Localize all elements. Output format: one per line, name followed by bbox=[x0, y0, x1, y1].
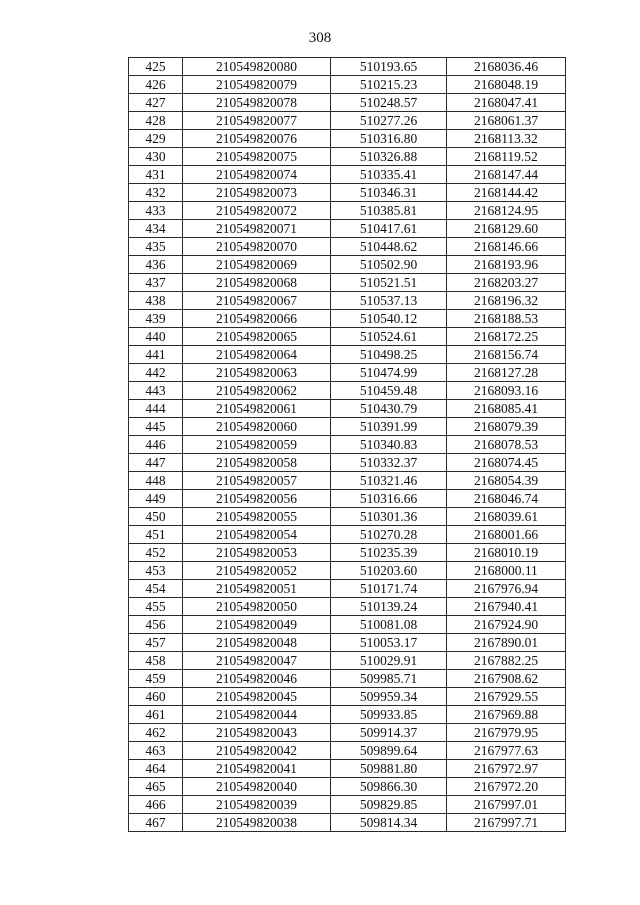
x-coordinate-cell: 509829.85 bbox=[331, 796, 447, 814]
x-coordinate-cell: 510301.36 bbox=[331, 508, 447, 526]
x-coordinate-cell: 510430.79 bbox=[331, 400, 447, 418]
y-coordinate-cell: 2168046.74 bbox=[447, 490, 566, 508]
y-coordinate-cell: 2167997.71 bbox=[447, 814, 566, 832]
x-coordinate-cell: 510321.46 bbox=[331, 472, 447, 490]
point-id-cell: 210549820064 bbox=[183, 346, 331, 364]
x-coordinate-cell: 510203.60 bbox=[331, 562, 447, 580]
table-row bbox=[129, 310, 566, 328]
point-id-cell: 210549820040 bbox=[183, 778, 331, 796]
y-coordinate-cell: 2168156.74 bbox=[447, 346, 566, 364]
point-number-cell: 437 bbox=[129, 274, 183, 292]
point-number-cell: 451 bbox=[129, 526, 183, 544]
point-number-cell: 458 bbox=[129, 652, 183, 670]
point-id-cell: 210549820050 bbox=[183, 598, 331, 616]
x-coordinate-cell: 510346.31 bbox=[331, 184, 447, 202]
point-number-cell: 438 bbox=[129, 292, 183, 310]
y-coordinate-cell: 2168047.41 bbox=[447, 94, 566, 112]
x-coordinate-cell: 510053.17 bbox=[331, 634, 447, 652]
x-coordinate-cell: 510448.62 bbox=[331, 238, 447, 256]
table-row bbox=[129, 580, 566, 598]
point-number-cell: 450 bbox=[129, 508, 183, 526]
point-id-cell: 210549820048 bbox=[183, 634, 331, 652]
point-number-cell: 465 bbox=[129, 778, 183, 796]
x-coordinate-cell: 510277.26 bbox=[331, 112, 447, 130]
point-number-cell: 432 bbox=[129, 184, 183, 202]
y-coordinate-cell: 2168193.96 bbox=[447, 256, 566, 274]
table-row bbox=[129, 490, 566, 508]
x-coordinate-cell: 510335.41 bbox=[331, 166, 447, 184]
y-coordinate-cell: 2168196.32 bbox=[447, 292, 566, 310]
y-coordinate-cell: 2168146.66 bbox=[447, 238, 566, 256]
point-number-cell: 454 bbox=[129, 580, 183, 598]
point-number-cell: 445 bbox=[129, 418, 183, 436]
y-coordinate-cell: 2168127.28 bbox=[447, 364, 566, 382]
table-row bbox=[129, 688, 566, 706]
x-coordinate-cell: 510459.48 bbox=[331, 382, 447, 400]
y-coordinate-cell: 2168129.60 bbox=[447, 220, 566, 238]
point-id-cell: 210549820049 bbox=[183, 616, 331, 634]
coordinates-table bbox=[128, 57, 566, 832]
table-row bbox=[129, 436, 566, 454]
table-row bbox=[129, 760, 566, 778]
point-id-cell: 210549820061 bbox=[183, 400, 331, 418]
x-coordinate-cell: 510540.12 bbox=[331, 310, 447, 328]
y-coordinate-cell: 2167929.55 bbox=[447, 688, 566, 706]
point-number-cell: 434 bbox=[129, 220, 183, 238]
point-id-cell: 210549820079 bbox=[183, 76, 331, 94]
y-coordinate-cell: 2167908.62 bbox=[447, 670, 566, 688]
x-coordinate-cell: 509985.71 bbox=[331, 670, 447, 688]
y-coordinate-cell: 2168124.95 bbox=[447, 202, 566, 220]
point-number-cell: 439 bbox=[129, 310, 183, 328]
x-coordinate-cell: 510498.25 bbox=[331, 346, 447, 364]
point-number-cell: 428 bbox=[129, 112, 183, 130]
point-id-cell: 210549820039 bbox=[183, 796, 331, 814]
table-row bbox=[129, 328, 566, 346]
y-coordinate-cell: 2168036.46 bbox=[447, 58, 566, 76]
x-coordinate-cell: 510474.99 bbox=[331, 364, 447, 382]
table-row bbox=[129, 544, 566, 562]
y-coordinate-cell: 2168188.53 bbox=[447, 310, 566, 328]
table-row bbox=[129, 130, 566, 148]
y-coordinate-cell: 2167972.20 bbox=[447, 778, 566, 796]
point-number-cell: 425 bbox=[129, 58, 183, 76]
x-coordinate-cell: 509899.64 bbox=[331, 742, 447, 760]
table-row bbox=[129, 184, 566, 202]
y-coordinate-cell: 2167924.90 bbox=[447, 616, 566, 634]
point-number-cell: 431 bbox=[129, 166, 183, 184]
table-row bbox=[129, 778, 566, 796]
point-number-cell: 460 bbox=[129, 688, 183, 706]
point-id-cell: 210549820078 bbox=[183, 94, 331, 112]
point-number-cell: 426 bbox=[129, 76, 183, 94]
point-number-cell: 462 bbox=[129, 724, 183, 742]
point-id-cell: 210549820077 bbox=[183, 112, 331, 130]
point-number-cell: 457 bbox=[129, 634, 183, 652]
point-id-cell: 210549820046 bbox=[183, 670, 331, 688]
point-id-cell: 210549820056 bbox=[183, 490, 331, 508]
point-number-cell: 442 bbox=[129, 364, 183, 382]
point-id-cell: 210549820070 bbox=[183, 238, 331, 256]
y-coordinate-cell: 2168144.42 bbox=[447, 184, 566, 202]
point-number-cell: 449 bbox=[129, 490, 183, 508]
point-number-cell: 433 bbox=[129, 202, 183, 220]
y-coordinate-cell: 2168203.27 bbox=[447, 274, 566, 292]
point-id-cell: 210549820066 bbox=[183, 310, 331, 328]
coordinates-table-body bbox=[129, 58, 566, 832]
x-coordinate-cell: 510215.23 bbox=[331, 76, 447, 94]
point-id-cell: 210549820076 bbox=[183, 130, 331, 148]
point-id-cell: 210549820071 bbox=[183, 220, 331, 238]
y-coordinate-cell: 2167969.88 bbox=[447, 706, 566, 724]
x-coordinate-cell: 510385.81 bbox=[331, 202, 447, 220]
point-id-cell: 210549820043 bbox=[183, 724, 331, 742]
table-row bbox=[129, 256, 566, 274]
point-id-cell: 210549820062 bbox=[183, 382, 331, 400]
point-number-cell: 429 bbox=[129, 130, 183, 148]
x-coordinate-cell: 510502.90 bbox=[331, 256, 447, 274]
y-coordinate-cell: 2168113.32 bbox=[447, 130, 566, 148]
y-coordinate-cell: 2168093.16 bbox=[447, 382, 566, 400]
table-row bbox=[129, 400, 566, 418]
table-row bbox=[129, 220, 566, 238]
point-number-cell: 455 bbox=[129, 598, 183, 616]
point-number-cell: 464 bbox=[129, 760, 183, 778]
table-row bbox=[129, 472, 566, 490]
point-id-cell: 210549820072 bbox=[183, 202, 331, 220]
x-coordinate-cell: 510316.66 bbox=[331, 490, 447, 508]
point-number-cell: 452 bbox=[129, 544, 183, 562]
table-row bbox=[129, 454, 566, 472]
point-number-cell: 463 bbox=[129, 742, 183, 760]
point-id-cell: 210549820047 bbox=[183, 652, 331, 670]
x-coordinate-cell: 510193.65 bbox=[331, 58, 447, 76]
point-id-cell: 210549820068 bbox=[183, 274, 331, 292]
x-coordinate-cell: 510521.51 bbox=[331, 274, 447, 292]
x-coordinate-cell: 510029.91 bbox=[331, 652, 447, 670]
x-coordinate-cell: 510326.88 bbox=[331, 148, 447, 166]
point-number-cell: 461 bbox=[129, 706, 183, 724]
table-row bbox=[129, 598, 566, 616]
table-row bbox=[129, 274, 566, 292]
point-number-cell: 427 bbox=[129, 94, 183, 112]
y-coordinate-cell: 2168085.41 bbox=[447, 400, 566, 418]
point-number-cell: 459 bbox=[129, 670, 183, 688]
table-row bbox=[129, 382, 566, 400]
point-id-cell: 210549820044 bbox=[183, 706, 331, 724]
point-id-cell: 210549820057 bbox=[183, 472, 331, 490]
table-row bbox=[129, 526, 566, 544]
x-coordinate-cell: 510316.80 bbox=[331, 130, 447, 148]
table-row bbox=[129, 796, 566, 814]
table-row bbox=[129, 166, 566, 184]
y-coordinate-cell: 2168054.39 bbox=[447, 472, 566, 490]
point-id-cell: 210549820073 bbox=[183, 184, 331, 202]
table-row bbox=[129, 634, 566, 652]
y-coordinate-cell: 2167882.25 bbox=[447, 652, 566, 670]
point-number-cell: 447 bbox=[129, 454, 183, 472]
x-coordinate-cell: 510248.57 bbox=[331, 94, 447, 112]
table-row bbox=[129, 76, 566, 94]
point-number-cell: 430 bbox=[129, 148, 183, 166]
point-id-cell: 210549820067 bbox=[183, 292, 331, 310]
table-row bbox=[129, 112, 566, 130]
x-coordinate-cell: 510139.24 bbox=[331, 598, 447, 616]
point-number-cell: 448 bbox=[129, 472, 183, 490]
point-id-cell: 210549820069 bbox=[183, 256, 331, 274]
point-id-cell: 210549820042 bbox=[183, 742, 331, 760]
point-id-cell: 210549820060 bbox=[183, 418, 331, 436]
y-coordinate-cell: 2168074.45 bbox=[447, 454, 566, 472]
table-row bbox=[129, 346, 566, 364]
y-coordinate-cell: 2167940.41 bbox=[447, 598, 566, 616]
point-id-cell: 210549820045 bbox=[183, 688, 331, 706]
y-coordinate-cell: 2168001.66 bbox=[447, 526, 566, 544]
point-number-cell: 453 bbox=[129, 562, 183, 580]
y-coordinate-cell: 2168010.19 bbox=[447, 544, 566, 562]
point-id-cell: 210549820053 bbox=[183, 544, 331, 562]
x-coordinate-cell: 510391.99 bbox=[331, 418, 447, 436]
point-number-cell: 467 bbox=[129, 814, 183, 832]
x-coordinate-cell: 510081.08 bbox=[331, 616, 447, 634]
point-number-cell: 441 bbox=[129, 346, 183, 364]
table-row bbox=[129, 562, 566, 580]
x-coordinate-cell: 509814.34 bbox=[331, 814, 447, 832]
table-row bbox=[129, 742, 566, 760]
point-id-cell: 210549820063 bbox=[183, 364, 331, 382]
point-id-cell: 210549820058 bbox=[183, 454, 331, 472]
y-coordinate-cell: 2167890.01 bbox=[447, 634, 566, 652]
y-coordinate-cell: 2168079.39 bbox=[447, 418, 566, 436]
point-number-cell: 435 bbox=[129, 238, 183, 256]
point-id-cell: 210549820052 bbox=[183, 562, 331, 580]
y-coordinate-cell: 2167977.63 bbox=[447, 742, 566, 760]
x-coordinate-cell: 510417.61 bbox=[331, 220, 447, 238]
point-id-cell: 210549820059 bbox=[183, 436, 331, 454]
point-number-cell: 436 bbox=[129, 256, 183, 274]
table-row bbox=[129, 508, 566, 526]
page-number: 308 bbox=[308, 30, 332, 46]
y-coordinate-cell: 2168039.61 bbox=[447, 508, 566, 526]
y-coordinate-cell: 2168172.25 bbox=[447, 328, 566, 346]
point-id-cell: 210549820051 bbox=[183, 580, 331, 598]
table-row bbox=[129, 418, 566, 436]
y-coordinate-cell: 2168061.37 bbox=[447, 112, 566, 130]
y-coordinate-cell: 2168000.11 bbox=[447, 562, 566, 580]
point-number-cell: 440 bbox=[129, 328, 183, 346]
x-coordinate-cell: 510537.13 bbox=[331, 292, 447, 310]
point-number-cell: 456 bbox=[129, 616, 183, 634]
table-row bbox=[129, 58, 566, 76]
point-number-cell: 443 bbox=[129, 382, 183, 400]
point-id-cell: 210549820041 bbox=[183, 760, 331, 778]
point-id-cell: 210549820038 bbox=[183, 814, 331, 832]
y-coordinate-cell: 2168119.52 bbox=[447, 148, 566, 166]
table-row bbox=[129, 724, 566, 742]
table-row bbox=[129, 364, 566, 382]
x-coordinate-cell: 510332.37 bbox=[331, 454, 447, 472]
y-coordinate-cell: 2168078.53 bbox=[447, 436, 566, 454]
point-id-cell: 210549820065 bbox=[183, 328, 331, 346]
y-coordinate-cell: 2168147.44 bbox=[447, 166, 566, 184]
point-number-cell: 466 bbox=[129, 796, 183, 814]
y-coordinate-cell: 2167976.94 bbox=[447, 580, 566, 598]
x-coordinate-cell: 510235.39 bbox=[331, 544, 447, 562]
point-number-cell: 444 bbox=[129, 400, 183, 418]
table-row bbox=[129, 652, 566, 670]
point-id-cell: 210549820075 bbox=[183, 148, 331, 166]
x-coordinate-cell: 509881.80 bbox=[331, 760, 447, 778]
point-id-cell: 210549820054 bbox=[183, 526, 331, 544]
x-coordinate-cell: 509959.34 bbox=[331, 688, 447, 706]
table-row bbox=[129, 148, 566, 166]
point-id-cell: 210549820055 bbox=[183, 508, 331, 526]
table-row bbox=[129, 94, 566, 112]
table-row bbox=[129, 616, 566, 634]
x-coordinate-cell: 510171.74 bbox=[331, 580, 447, 598]
point-id-cell: 210549820074 bbox=[183, 166, 331, 184]
point-id-cell: 210549820080 bbox=[183, 58, 331, 76]
x-coordinate-cell: 509866.30 bbox=[331, 778, 447, 796]
table-row bbox=[129, 706, 566, 724]
x-coordinate-cell: 509914.37 bbox=[331, 724, 447, 742]
table-row bbox=[129, 814, 566, 832]
x-coordinate-cell: 510270.28 bbox=[331, 526, 447, 544]
y-coordinate-cell: 2167997.01 bbox=[447, 796, 566, 814]
x-coordinate-cell: 510340.83 bbox=[331, 436, 447, 454]
y-coordinate-cell: 2167972.97 bbox=[447, 760, 566, 778]
table-row bbox=[129, 202, 566, 220]
table-row bbox=[129, 670, 566, 688]
table-row bbox=[129, 238, 566, 256]
x-coordinate-cell: 509933.85 bbox=[331, 706, 447, 724]
y-coordinate-cell: 2168048.19 bbox=[447, 76, 566, 94]
y-coordinate-cell: 2167979.95 bbox=[447, 724, 566, 742]
table-row bbox=[129, 292, 566, 310]
x-coordinate-cell: 510524.61 bbox=[331, 328, 447, 346]
point-number-cell: 446 bbox=[129, 436, 183, 454]
